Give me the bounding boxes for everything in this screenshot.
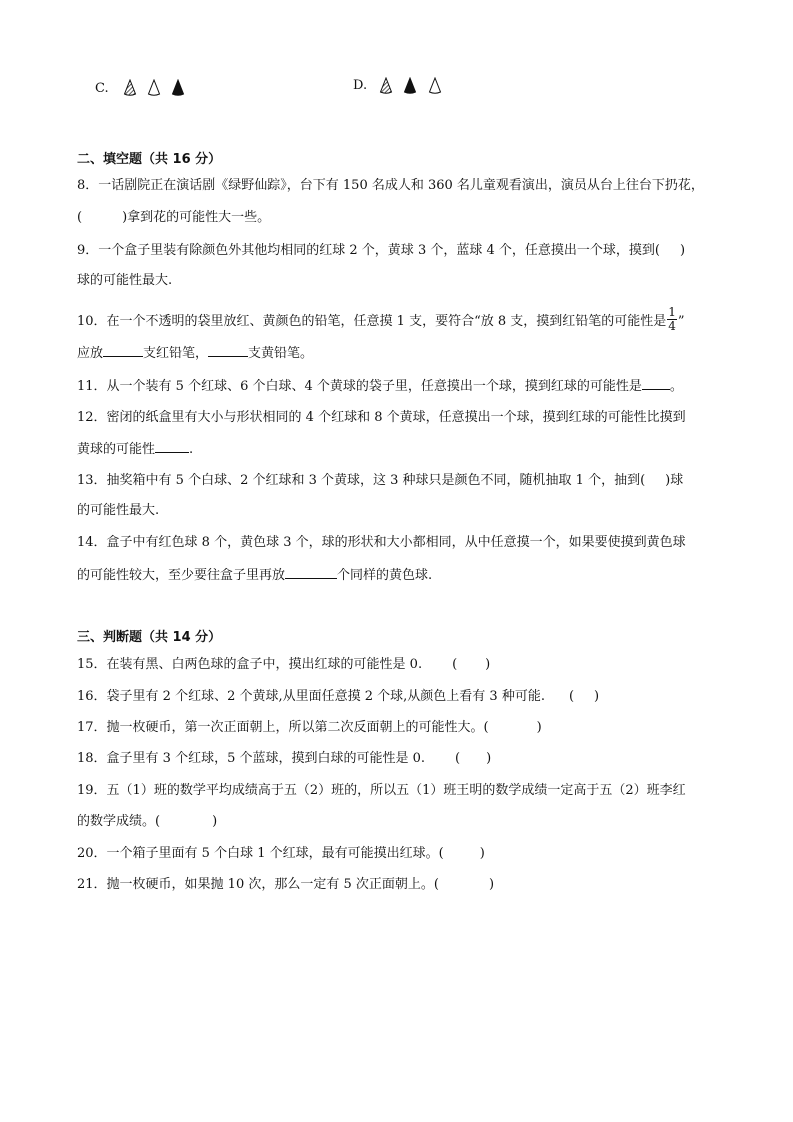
option-d	[353, 77, 448, 95]
answer-paren-close: )	[485, 657, 491, 672]
white-cone-icon	[147, 79, 161, 97]
question-12-text: 黄球的可能性	[77, 442, 156, 457]
question-19-text: 的数学成绩。(	[77, 814, 161, 829]
question-16-text: 16．袋子里有 2 个红球、2 个黄球,从里面任意摸 2 个球,从颜色上看有 3 种可能.	[77, 689, 545, 704]
black-cone-icon	[171, 79, 185, 97]
question-8-text: )拿到花的可能性大一些。	[122, 210, 271, 225]
question-13-text: 13．抽奖箱中有 5 个白球、2 个红球和 3 个黄球，这 3 种球只是颜色不同，随机抽取 1 个，抽到(	[77, 473, 646, 488]
question-20	[77, 845, 485, 863]
question-9-text: 9．一个盒子里装有除颜色外其他均相同的红球 2 个，黄球 3 个，蓝球 4 个，任意摸出一个球，摸到(	[77, 243, 660, 258]
striped-cone-icon	[379, 77, 393, 95]
answer-paren-open: (	[568, 689, 575, 704]
question-17	[77, 719, 542, 737]
question-12-line-2	[77, 440, 193, 459]
question-10-text: 10．在一个不透明的袋里放红、黄颜色的铅笔，任意摸 1 支，要符合“放 8 支，摸到红铅笔的可能性是	[77, 314, 667, 329]
question-9-line-1	[77, 242, 685, 260]
striped-cone-icon	[123, 79, 137, 97]
answer-paren-close: )	[536, 720, 542, 735]
question-13-line-2: 的可能性最大.	[77, 503, 160, 518]
fraction-denominator: 4	[668, 319, 676, 333]
fraction-numerator: 1	[668, 305, 676, 319]
answer-paren-close: )球	[665, 473, 684, 488]
question-21	[77, 876, 494, 894]
answer-paren-open: (	[452, 657, 458, 672]
question-19-line-1: 19．五（1）班的数学平均成绩高于五（2）班的，所以五（1）班王明的数学成绩一定高于五（2）班李红	[77, 783, 686, 798]
question-14-text: 个同样的黄色球.	[337, 568, 433, 583]
question-13-line-1	[77, 472, 683, 490]
answer-blank[interactable]	[285, 566, 337, 579]
answer-paren-open: (	[77, 210, 83, 225]
answer-paren-close: )	[488, 877, 495, 892]
answer-paren-close: )	[486, 751, 492, 766]
question-16	[77, 688, 599, 706]
answer-paren-close: )	[479, 846, 485, 861]
answer-paren-close: )	[212, 814, 218, 829]
question-8-line-2	[77, 209, 270, 227]
answer-blank[interactable]	[103, 344, 143, 357]
black-cone-icon	[403, 77, 417, 95]
answer-paren-close: )	[679, 243, 686, 258]
question-12-line-1: 12．密闭的纸盒里有大小与形状相同的 4 个红球和 8 个黄球，任意摸出一个球，摸到红球的可能性比摸到	[77, 410, 686, 425]
option-d-label: D.	[353, 78, 368, 93]
question-15	[77, 656, 490, 674]
period: .	[189, 442, 194, 457]
question-17-text: 17．抛一枚硬币，第一次正面朝上，所以第二次反面朝上的可能性大。(	[77, 720, 489, 735]
question-10-text: 支红铅笔，	[143, 346, 209, 361]
option-c	[95, 79, 191, 98]
question-19-line-2	[77, 813, 217, 831]
fraction	[667, 306, 677, 333]
question-8-line-1: 8．一话剧院正在演话剧《绿野仙踪》，台下有 150 名成人和 360 名儿童观看演出，演员从台上往台下扔花，	[77, 178, 704, 193]
question-18-text: 18．盒子里有 3 个红球，5 个蓝球，摸到白球的可能性是 0.	[77, 751, 426, 766]
period: 。	[669, 379, 683, 394]
question-18	[77, 750, 491, 768]
answer-blank[interactable]	[208, 344, 248, 357]
question-9-line-2: 球的可能性最大.	[77, 273, 173, 288]
question-11	[77, 377, 683, 396]
question-14-line-2	[77, 566, 432, 585]
answer-blank[interactable]	[155, 440, 189, 453]
question-14-line-1: 14．盒子中有红色球 8 个，黄色球 3 个，球的形状和大小都相同，从中任意摸一个，如果要使摸到黄色球	[77, 535, 686, 550]
question-14-text: 的可能性较大，至少要往盒子里再放	[77, 568, 286, 583]
white-cone-icon	[428, 77, 442, 95]
closing-quote: ”	[677, 314, 685, 329]
question-10-line-2	[77, 344, 313, 363]
question-10-line-1	[77, 305, 685, 335]
section-3-title: 三、判断题（共 14 分）	[77, 630, 222, 645]
question-21-text: 21．抛一枚硬币，如果抛 10 次，那么一定有 5 次正面朝上。(	[77, 877, 439, 892]
question-20-text: 20．一个箱子里面有 5 个白球 1 个红球，最有可能摸出红球。(	[77, 846, 444, 861]
answer-paren-close: )	[594, 689, 600, 704]
answer-blank[interactable]	[642, 377, 670, 390]
answer-paren-open: (	[455, 751, 461, 766]
question-10-text: 支黄铅笔。	[248, 346, 314, 361]
question-15-text: 15．在装有黑、白两色球的盒子中，摸出红球的可能性是 0.	[77, 657, 423, 672]
section-2-title: 二、填空题（共 16 分）	[77, 152, 222, 167]
option-c-label: C.	[95, 80, 109, 96]
question-11-text: 11．从一个装有 5 个红球、6 个白球、4 个黄球的袋子里，任意摸出一个球，摸到红球的可能性是	[77, 379, 642, 394]
question-10-text: 应放	[77, 346, 104, 361]
